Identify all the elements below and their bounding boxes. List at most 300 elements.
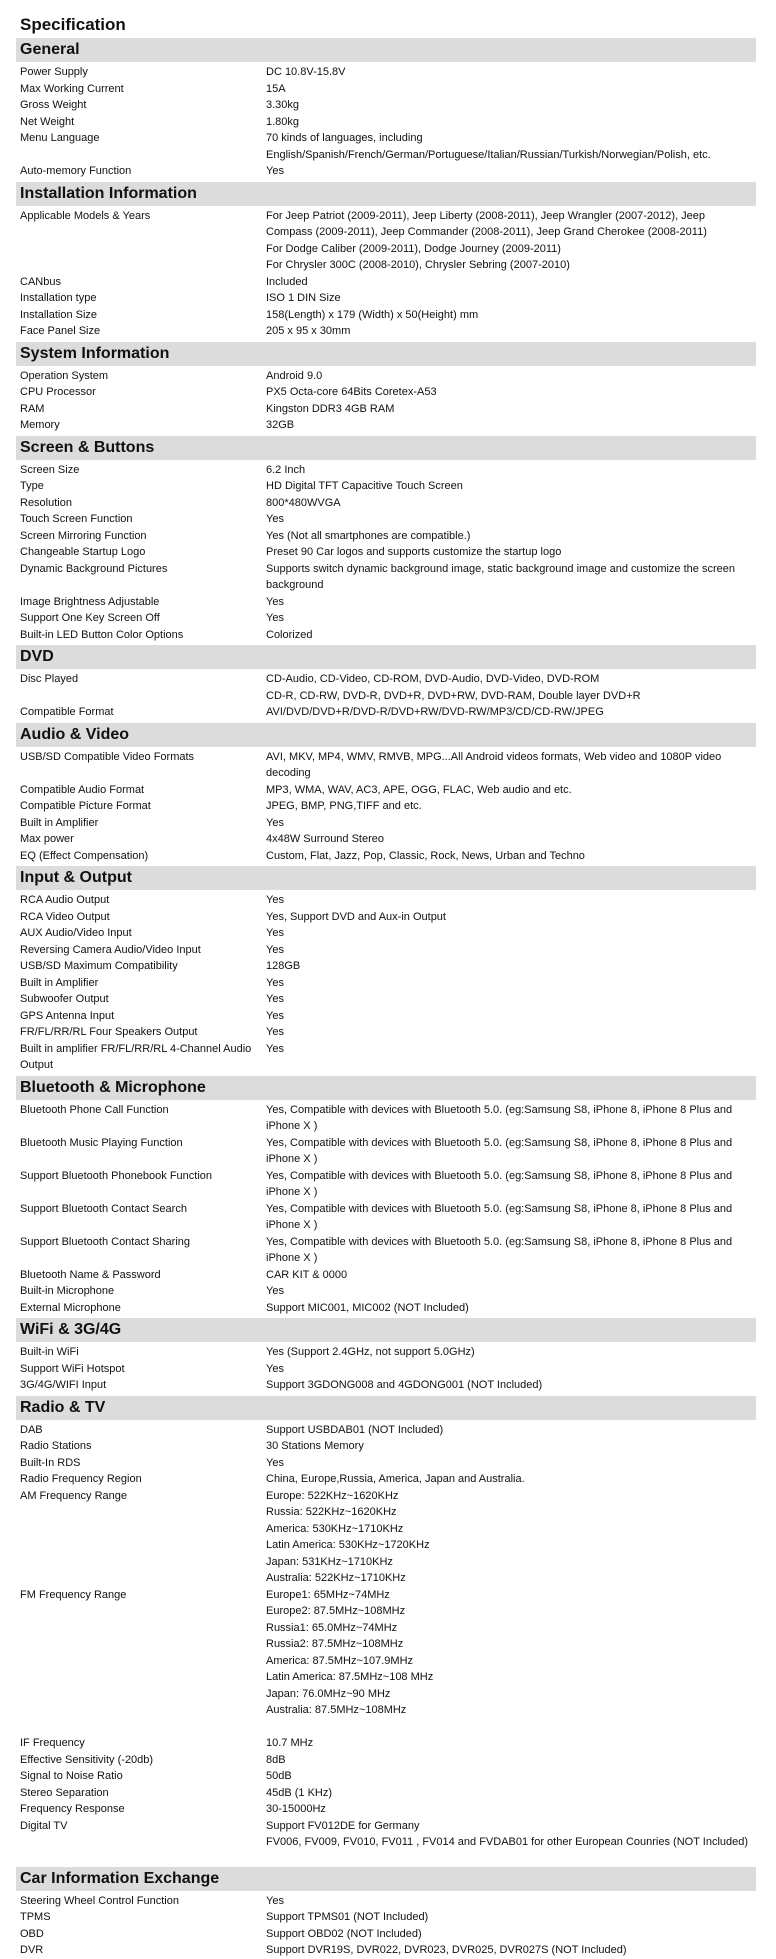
spec-value-line: 30-15000Hz (266, 1803, 326, 1815)
spec-value (266, 130, 756, 163)
spec-section (16, 1076, 756, 1317)
spec-label: Bluetooth Music Playing Function (20, 1136, 183, 1149)
spec-value-line: Yes (266, 993, 284, 1005)
spec-label: Signal to Noise Ratio (20, 1770, 123, 1782)
spec-value-line: Included (266, 275, 308, 288)
section-heading: Screen & Buttons (16, 436, 756, 460)
spec-row (16, 1300, 756, 1317)
spec-value (266, 417, 756, 434)
spec-row (16, 274, 756, 291)
spec-value (266, 1818, 756, 1851)
spec-value-line: Yes (266, 1285, 284, 1297)
spec-label: Max Working Current (20, 82, 124, 95)
spec-label: Max power (20, 833, 74, 845)
spec-label: Bluetooth Phone Call Function (20, 1103, 169, 1116)
spec-label: USB/SD Compatible Video Formats (20, 750, 195, 763)
spec-label: Face Panel Size (20, 325, 101, 337)
spec-value (266, 1300, 756, 1317)
spec-value (266, 1344, 756, 1361)
spec-label: EQ (Effect Compensation) (20, 849, 149, 862)
spec-label: AUX Audio/Video Input (20, 927, 132, 939)
spec-value (266, 1438, 756, 1455)
spec-value-line: 70 kinds of languages, including (266, 132, 423, 144)
spec-value (266, 1267, 756, 1284)
spec-row (16, 1926, 756, 1943)
spec-value-line: CD-Audio, CD-Video, CD-ROM, DVD-Audio, DVD-Video, DVD-ROM (266, 673, 600, 685)
spec-value-line: America: 530KHz~1710KHz (266, 1522, 404, 1535)
spec-label: Power Supply (20, 66, 88, 78)
spec-value-line: Support MIC001, MIC002 (NOT Included) (266, 1301, 469, 1314)
spec-value-line: Yes (266, 1894, 284, 1907)
spec-value-line: America: 87.5MHz~107.9MHz (266, 1654, 414, 1667)
spec-label: IF Frequency (20, 1737, 85, 1749)
spec-row (16, 815, 756, 832)
spec-row (16, 958, 756, 975)
spec-row (16, 417, 756, 434)
spec-label: Support Bluetooth Contact Search (20, 1202, 187, 1215)
spec-label: Stereo Separation (20, 1786, 109, 1799)
spec-value (266, 892, 756, 909)
spec-value-line: Japan: 531KHz~1710KHz (266, 1555, 393, 1568)
spec-value-line: MP3, WMA, WAV, AC3, APE, OGG, FLAC, Web audio and etc. (266, 783, 572, 796)
spec-label: Operation System (20, 369, 109, 382)
spec-label: RCA Video Output (20, 910, 110, 923)
spec-label: Gross Weight (20, 99, 87, 111)
spec-value-line: Compass (2009-2011), Jeep Commander (2008-2011), Jeep Grand Cherokee (2008-2011) (266, 226, 707, 238)
spec-value (266, 1135, 756, 1168)
spec-value (266, 528, 756, 545)
spec-section (16, 645, 756, 721)
section-heading: General (16, 38, 756, 62)
spec-value-line: 6.2 Inch (266, 463, 306, 476)
spec-row (16, 1587, 756, 1736)
spec-row (16, 114, 756, 131)
spec-value-line: China, Europe,Russia, America, Japan and Australia. (266, 1473, 525, 1485)
spec-value-line: Yes (266, 927, 284, 939)
spec-section (16, 182, 756, 340)
spec-value-line: iPhone X ) (266, 1153, 318, 1165)
spec-label: Screen Size (20, 463, 80, 476)
spec-value-line: 10.7 MHz (266, 1737, 314, 1749)
spec-row (16, 130, 756, 163)
spec-row (16, 1752, 756, 1769)
spec-value-line: DC 10.8V-15.8V (266, 66, 346, 78)
spec-value (266, 975, 756, 992)
spec-section (16, 436, 756, 644)
spec-sections (16, 38, 756, 1959)
spec-label: Built in Amplifier (20, 976, 99, 989)
spec-section (16, 1318, 756, 1394)
spec-section (16, 1851, 756, 1959)
spec-value (266, 1377, 756, 1394)
spec-value (266, 942, 756, 959)
spec-row (16, 1818, 756, 1851)
spec-label: Subwoofer Output (20, 993, 109, 1005)
spec-value-line: Yes (266, 612, 284, 624)
spec-row (16, 991, 756, 1008)
spec-label: Resolution (20, 496, 72, 509)
spec-label: FR/FL/RR/RL Four Speakers Output (20, 1026, 198, 1038)
spec-row (16, 1041, 756, 1074)
spec-label: DAB (20, 1423, 43, 1436)
section-heading: Audio & Video (16, 723, 756, 747)
spec-label: AM Frequency Range (20, 1489, 127, 1502)
spec-value (266, 1785, 756, 1802)
spec-value (266, 704, 756, 721)
spec-value-line: Supports switch dynamic background image, static background image and customize the screen (266, 562, 735, 575)
spec-label: Changeable Startup Logo (20, 546, 146, 558)
spec-value (266, 1735, 756, 1752)
spec-value-line: Yes (266, 1042, 284, 1055)
spec-value (266, 594, 756, 611)
spec-row (16, 64, 756, 81)
spec-label: Auto-memory Function (20, 165, 132, 177)
spec-row (16, 798, 756, 815)
spec-value-line: Latin America: 87.5MHz~108 MHz (266, 1671, 434, 1683)
spec-value-line: Europe2: 87.5MHz~108MHz (266, 1605, 406, 1617)
spec-value (266, 782, 756, 799)
spec-value-line: 158(Length) x 179 (Width) x 50(Height) mm (266, 308, 479, 321)
spec-value-line: Support TPMS01 (NOT Included) (266, 1911, 429, 1923)
spec-value (266, 1471, 756, 1488)
spec-value (266, 495, 756, 512)
spec-label: Support Bluetooth Contact Sharing (20, 1235, 191, 1248)
spec-label: External Microphone (20, 1301, 121, 1314)
spec-value-line: Yes, Compatible with devices with Bluetooth 5.0. (eg:Samsung S8, iPhone 8, iPhone 8 Plus and (266, 1235, 733, 1248)
spec-section (16, 342, 756, 434)
spec-value-line: Yes (Support 2.4GHz, not support 5.0GHz) (266, 1346, 475, 1358)
spec-label: Disc Played (20, 673, 79, 685)
spec-row (16, 1361, 756, 1378)
spec-value-line: 4x48W Surround Stereo (266, 833, 385, 845)
spec-value (266, 1893, 756, 1910)
spec-label: Applicable Models & Years (20, 209, 151, 222)
spec-value-line: 205 x 95 x 30mm (266, 325, 351, 337)
spec-row (16, 561, 756, 594)
spec-row (16, 942, 756, 959)
spec-value (266, 831, 756, 848)
spec-row (16, 1024, 756, 1041)
spec-row (16, 368, 756, 385)
spec-value (266, 1234, 756, 1267)
spec-value-line: Yes (266, 1009, 284, 1022)
spec-label: Support Bluetooth Phonebook Function (20, 1169, 213, 1182)
spec-label: Compatible Format (20, 706, 114, 718)
section-heading: Bluetooth & Microphone (16, 1076, 756, 1100)
section-spacer (16, 1851, 756, 1865)
spec-value-line: Custom, Flat, Jazz, Pop, Classic, Rock, News, Urban and Techno (266, 849, 585, 862)
spec-row (16, 81, 756, 98)
spec-section (16, 866, 756, 1074)
spec-row (16, 462, 756, 479)
spec-value-line: Australia: 522KHz~1710KHz (266, 1572, 406, 1584)
spec-row (16, 1768, 756, 1785)
spec-value (266, 1752, 756, 1769)
spec-value (266, 1201, 756, 1234)
spec-value-line: Yes (266, 595, 284, 608)
spec-section (16, 1396, 756, 1851)
spec-value (266, 1455, 756, 1472)
section-heading: Input & Output (16, 866, 756, 890)
spec-value (266, 384, 756, 401)
spec-row (16, 1234, 756, 1267)
spec-label: Radio Stations (20, 1440, 92, 1452)
spec-label: GPS Antenna Input (20, 1009, 115, 1022)
spec-value (266, 1909, 756, 1926)
spec-value-line: Yes (266, 513, 284, 525)
spec-label: Type (20, 480, 44, 492)
spec-value-line: Support OBD02 (NOT Included) (266, 1927, 422, 1940)
spec-section (16, 723, 756, 865)
spec-value-line: Yes, Compatible with devices with Bluetooth 5.0. (eg:Samsung S8, iPhone 8, iPhone 8 Plus and (266, 1169, 733, 1182)
spec-value-line: HD Digital TFT Capacitive Touch Screen (266, 480, 463, 492)
spec-value-line: For Dodge Caliber (2009-2011), Dodge Journey (2009-2011) (266, 242, 561, 255)
spec-value-line: 30 Stations Memory (266, 1440, 364, 1452)
spec-value (266, 1488, 756, 1587)
spec-value-line: JPEG, BMP, PNG,TIFF and etc. (266, 800, 422, 812)
spec-row (16, 1201, 756, 1234)
spec-label: Frequency Response (20, 1803, 125, 1815)
spec-value-line: Russia2: 87.5MHz~108MHz (266, 1638, 404, 1650)
spec-value-line: AVI, MKV, MP4, WMV, RMVB, MPG...All Android videos formats, Web video and 1080P video (266, 750, 722, 763)
spec-value-line: Yes (266, 165, 284, 177)
spec-label: RAM (20, 402, 45, 415)
spec-value-line: Yes (266, 1362, 284, 1375)
spec-value (266, 561, 756, 594)
spec-value-line: Support FV012DE for Germany (266, 1819, 420, 1832)
spec-value (266, 274, 756, 291)
spec-value-line: 1.80kg (266, 115, 300, 128)
spec-value-line: 50dB (266, 1770, 292, 1782)
spec-value (266, 1283, 756, 1300)
spec-row (16, 544, 756, 561)
spec-value (266, 1361, 756, 1378)
spec-value-line: Preset 90 Car logos and supports customize the startup logo (266, 546, 562, 558)
spec-row (16, 782, 756, 799)
spec-value-line: background (266, 579, 324, 591)
spec-value-line: Support 3GDONG008 and 4GDONG001 (NOT Included) (266, 1379, 543, 1391)
spec-value-line: Support USBDAB01 (NOT Included) (266, 1423, 444, 1436)
spec-row (16, 1471, 756, 1488)
spec-row (16, 1422, 756, 1439)
spec-value (266, 97, 756, 114)
spec-value (266, 368, 756, 385)
spec-value (266, 544, 756, 561)
spec-value-line: ISO 1 DIN Size (266, 292, 341, 304)
spec-value (266, 610, 756, 627)
spec-value (266, 81, 756, 98)
spec-row (16, 1283, 756, 1300)
spec-value-line: 45dB (1 KHz) (266, 1786, 333, 1799)
spec-value (266, 627, 756, 644)
spec-row (16, 909, 756, 926)
spec-label: Support WiFi Hotspot (20, 1362, 125, 1375)
spec-document (16, 14, 756, 1959)
spec-value (266, 307, 756, 324)
spec-section (16, 38, 756, 180)
spec-value (266, 401, 756, 418)
spec-row (16, 1735, 756, 1752)
spec-value (266, 323, 756, 340)
spec-row (16, 528, 756, 545)
section-heading: Car Information Exchange (16, 1867, 756, 1891)
spec-value (266, 1024, 756, 1041)
spec-value-line: Yes, Compatible with devices with Bluetooth 5.0. (eg:Samsung S8, iPhone 8, iPhone 8 Plus and (266, 1136, 733, 1149)
spec-value (266, 478, 756, 495)
spec-label: Reversing Camera Audio/Video Input (20, 943, 201, 956)
spec-value (266, 909, 756, 926)
spec-row (16, 1801, 756, 1818)
spec-value (266, 991, 756, 1008)
spec-row (16, 704, 756, 721)
spec-value (266, 1168, 756, 1201)
spec-value (266, 1587, 756, 1736)
spec-value-line: Colorized (266, 628, 313, 641)
spec-value-line: Yes (266, 1026, 284, 1038)
spec-row (16, 478, 756, 495)
spec-value (266, 1422, 756, 1439)
spec-value-line: 8dB (266, 1753, 286, 1766)
spec-row (16, 511, 756, 528)
spec-value-line: Europe1: 65MHz~74MHz (266, 1588, 390, 1601)
spec-value-line: Yes (266, 816, 284, 829)
spec-value (266, 511, 756, 528)
spec-label: Steering Wheel Control Function (20, 1894, 179, 1907)
spec-value-line: 32GB (266, 419, 295, 431)
spec-row (16, 1893, 756, 1910)
spec-value-line: Yes, Compatible with devices with Bluetooth 5.0. (eg:Samsung S8, iPhone 8, iPhone 8 Plus and (266, 1202, 733, 1215)
spec-label: Bluetooth Name & Password (20, 1268, 161, 1281)
spec-value-line: Yes (Not all smartphones are compatible.) (266, 529, 471, 542)
spec-row (16, 163, 756, 180)
spec-row (16, 401, 756, 418)
spec-row (16, 627, 756, 644)
spec-label: USB/SD Maximum Compatibility (20, 960, 178, 972)
spec-row (16, 1102, 756, 1135)
spec-label: Screen Mirroring Function (20, 529, 147, 542)
spec-row (16, 97, 756, 114)
spec-label: Image Brightness Adjustable (20, 595, 160, 608)
spec-label: Effective Sensitivity (-20db) (20, 1753, 154, 1766)
spec-row (16, 1168, 756, 1201)
spec-label: OBD (20, 1927, 44, 1940)
spec-row (16, 749, 756, 782)
spec-value (266, 1942, 756, 1959)
spec-value (266, 64, 756, 81)
spec-value-line: AVI/DVD/DVD+R/DVD-R/DVD+RW/DVD-RW/MP3/CD/CD-RW/JPEG (266, 706, 604, 718)
spec-label: Installation type (20, 292, 97, 304)
spec-value-line: 800*480WVGA (266, 496, 341, 509)
spec-label: Memory (20, 419, 60, 431)
spec-label: Dynamic Background Pictures (20, 562, 168, 575)
spec-value-line: Europe: 522KHz~1620KHz (266, 1489, 399, 1502)
spec-value-line: decoding (266, 767, 311, 779)
spec-row (16, 1377, 756, 1394)
spec-label: TPMS (20, 1911, 51, 1923)
spec-value-line: Yes (266, 943, 284, 956)
spec-value-line (266, 1719, 752, 1736)
spec-value (266, 815, 756, 832)
spec-value-line: 3.30kg (266, 99, 300, 111)
spec-row (16, 1455, 756, 1472)
spec-label: Built-in WiFi (20, 1346, 79, 1358)
spec-row (16, 1438, 756, 1455)
spec-row (16, 848, 756, 865)
spec-value-line: Yes (266, 1456, 284, 1469)
spec-label: Installation Size (20, 308, 98, 321)
spec-value (266, 208, 756, 274)
spec-row (16, 892, 756, 909)
spec-value (266, 1801, 756, 1818)
spec-label: Digital TV (20, 1819, 68, 1832)
spec-value-line: Latin America: 530KHz~1720KHz (266, 1539, 430, 1551)
spec-value-line: iPhone X ) (266, 1219, 318, 1231)
spec-row (16, 1344, 756, 1361)
spec-value (266, 848, 756, 865)
spec-value (266, 290, 756, 307)
spec-row (16, 323, 756, 340)
spec-value (266, 1008, 756, 1025)
section-heading: WiFi & 3G/4G (16, 1318, 756, 1342)
spec-value (266, 671, 756, 704)
spec-row (16, 1135, 756, 1168)
spec-label: FM Frequency Range (20, 1588, 127, 1601)
spec-value (266, 1926, 756, 1943)
spec-label: Compatible Picture Format (20, 800, 151, 812)
spec-value-line: Yes (266, 894, 284, 906)
spec-row (16, 610, 756, 627)
spec-value (266, 798, 756, 815)
page-title: Specification (20, 15, 126, 34)
spec-label: Compatible Audio Format (20, 783, 145, 796)
spec-value-line: FV006, FV009, FV010, FV011 , FV014 and FVDAB01 for other European Counries (NOT Included) (266, 1836, 749, 1848)
spec-label: Built in amplifier FR/FL/RR/RL 4-Channel Audio Output (20, 1042, 252, 1071)
spec-label: Radio Frequency Region (20, 1473, 142, 1485)
spec-value (266, 163, 756, 180)
spec-value-line: CAR KIT & 0000 (266, 1268, 348, 1281)
spec-value-line: English/Spanish/French/German/Portuguese/Italian/Russian/Turkish/Norwegian/Polish, etc. (266, 148, 711, 161)
spec-value-line: iPhone X ) (266, 1252, 318, 1264)
spec-value-line: Russia: 522KHz~1620KHz (266, 1506, 397, 1518)
spec-value (266, 958, 756, 975)
spec-row (16, 1008, 756, 1025)
spec-value-line: Support DVR19S, DVR022, DVR023, DVR025, DVR027S (NOT Included) (266, 1944, 627, 1956)
spec-value-line: 128GB (266, 960, 301, 972)
spec-value (266, 1041, 756, 1074)
spec-label: Net Weight (20, 115, 75, 128)
spec-label: 3G/4G/WIFI Input (20, 1379, 107, 1391)
spec-row (16, 831, 756, 848)
spec-row (16, 925, 756, 942)
section-heading: System Information (16, 342, 756, 366)
spec-value-line: For Chrysler 300C (2008-2010), Chrysler Sebring (2007-2010) (266, 259, 570, 271)
spec-value-line: Android 9.0 (266, 369, 323, 382)
spec-label: CANbus (20, 275, 61, 288)
spec-row (16, 208, 756, 274)
section-heading: Radio & TV (16, 1396, 756, 1420)
spec-value-line: Yes, Support DVD and Aux-in Output (266, 910, 446, 923)
spec-value-line: Russia1: 65.0MHz~74MHz (266, 1621, 398, 1634)
spec-row (16, 671, 756, 704)
spec-value (266, 114, 756, 131)
spec-label: Menu Language (20, 132, 100, 144)
spec-value-line: CD-R, CD-RW, DVD-R, DVD+R, DVD+RW, DVD-RAM, Double layer DVD+R (266, 689, 641, 702)
spec-value (266, 1768, 756, 1785)
spec-value-line: For Jeep Patriot (2009-2011), Jeep Liberty (2008-2011), Jeep Wrangler (2007-2012), Jeep (266, 209, 706, 222)
spec-value (266, 1102, 756, 1135)
spec-row (16, 1942, 756, 1959)
spec-label: Built-in LED Button Color Options (20, 628, 184, 641)
